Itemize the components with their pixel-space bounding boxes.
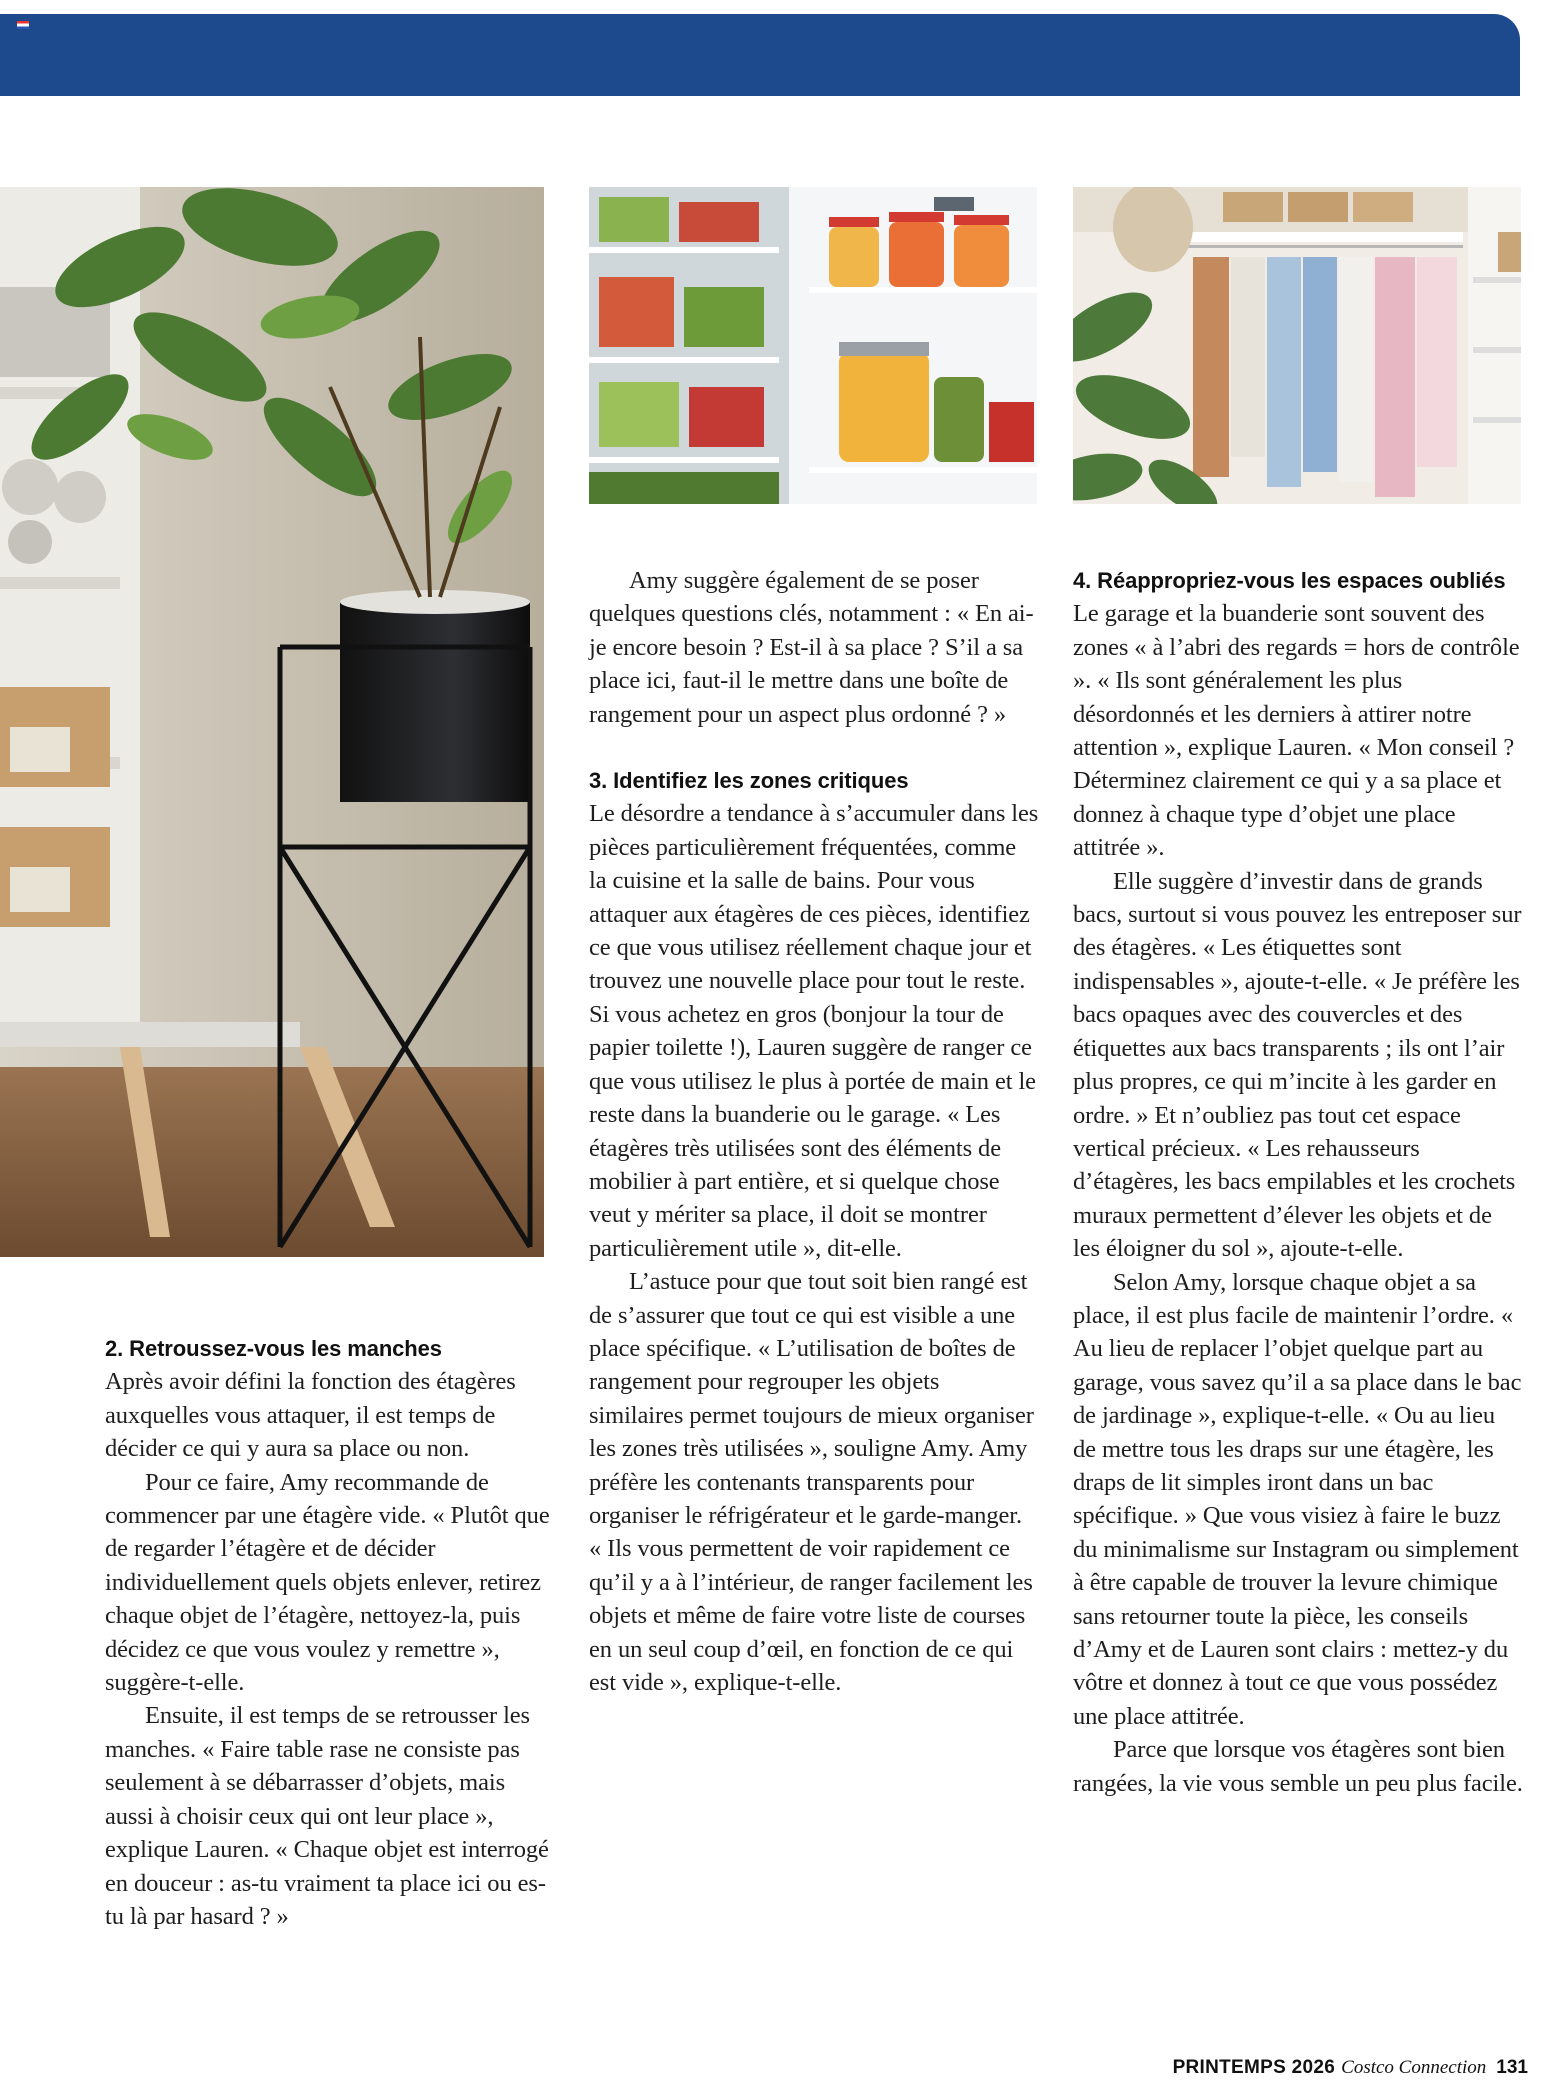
photo-fridge bbox=[589, 187, 1037, 504]
issue-season: PRINTEMPS 2026 bbox=[1172, 2057, 1336, 2078]
section-heading-2: 2. Retroussez-vous les manches bbox=[105, 1336, 442, 1361]
flag-icon bbox=[17, 21, 29, 29]
paragraph: Selon Amy, lorsque chaque objet a sa place, il est plus facile de maintenir l’ordre. « Au lieu de replacer l’objet quelque part au garage, vous savez qu’il a sa place dans le bac de jardinage », explique-t-elle. « Ou au lieu de mettre tous les draps sur une étagère, les draps de lit simples iront dans un bac spécifique. » Que vous visiez à faire le buzz du minimalisme sur Instagram ou simplement à être capable de trouver la levure chimique sans retourner toute la pièce, les conseils d’Amy et de Lauren sont clairs : mettez-y du vôtre et donnez à tout ce que vous possédez une place attitrée. bbox=[1073, 1268, 1522, 1730]
paragraph: Après avoir défini la fonction des étagères auxquelles vous attaquer, il est temps de décider ce qui y aura sa place ou non. bbox=[105, 1368, 516, 1463]
section-heading-4: 4. Réappropriez-vous les espaces oubliés bbox=[1073, 568, 1506, 593]
paragraph: Pour ce faire, Amy recommande de commencer par une étagère vide. « Plutôt que de regarder l’étagère et de décider individuellement quels objets enlever, retirez chaque objet de l’étagère, nettoyez-la, puis décidez ce que vous voulez y remettre », suggère-t-elle. bbox=[105, 1468, 550, 1697]
column-1 bbox=[105, 1332, 555, 1933]
section-heading-3: 3. Identifiez les zones critiques bbox=[589, 768, 909, 794]
photo-shelf-plant bbox=[0, 187, 544, 1257]
paragraph: Parce que lorsque vos étagères sont bien rangées, la vie vous semble un peu plus facile. bbox=[1073, 1736, 1523, 1797]
paragraph: Amy suggère également de se poser quelques questions clés, notamment : « En ai-je encore besoin ? Est-il à sa place ? S’il a sa place ici, faut-il le mettre dans une boîte de rangement pour un aspect plus ordonné ? » bbox=[589, 567, 1034, 728]
header-banner bbox=[0, 14, 1520, 96]
page-footer bbox=[1173, 2056, 1528, 2080]
paragraph: L’astuce pour que tout soit bien rangé est de s’assurer que tout ce qui est visible a une place spécifique. « L’utilisation de boîtes de rangement pour regrouper les objets similaires permet toujours de mieux organiser les zones très utilisées », souligne Amy. Amy préfère les contenants transparents pour organiser le réfrigérateur et le garde-manger. « Ils vous permettent de voir rapidement ce qu’il y a à l’intérieur, de ranger facilement les objets et même de faire votre liste de courses en un seul coup d’œil, en fonction de ce qui est vide », explique-t-elle. bbox=[589, 1268, 1034, 1696]
column-2 bbox=[589, 564, 1039, 1699]
paragraph: Elle suggère d’investir dans de grands bacs, surtout si vous pouvez les entreposer sur des étagères. « Les étiquettes sont indispensables », ajoute-t-elle. « Je préfère les bacs opaques avec des couvercles et des étiquettes aux bacs transparents ; ils ont l’air plus propres, ce qui m’incite à les garder en ordre. » Et n’oubliez pas tout cet espace vertical précieux. « Les rehausseurs d’étagères, les bacs empilables et les crochets muraux permettent d’élever les objets et de les éloigner du sol », ajoute-t-elle. bbox=[1073, 867, 1522, 1263]
magazine-name: Costco Connection bbox=[1341, 2057, 1487, 2078]
paragraph: Ensuite, il est temps de se retrousser les manches. « Faire table rase ne consiste pas seulement à se débarrasser d’objets, mais aussi à choisir ceux qui ont leur place », explique Lauren. « Chaque objet est interrogé en douceur : as-tu vraiment ta place ici ou es-tu là par hasard ? » bbox=[105, 1702, 549, 1930]
page-number: 131 bbox=[1496, 2057, 1528, 2078]
column-3 bbox=[1073, 564, 1523, 1800]
paragraph: Le désordre a tendance à s’accumuler dans les pièces particulièrement fréquentées, comme la cuisine et la salle de bains. Pour vous attaquer aux étagères de ces pièces, identifiez ce que vous utilisez réellement chaque jour et trouvez une nouvelle place pour tout le reste. Si vous achetez en gros (bonjour la tour de papier toilette !), Lauren suggère de ranger ce que vous utilisez le plus à portée de main et le reste dans la buanderie ou le garage. « Les étagères très utilisées sont des éléments de mobilier à part entière, et si quelque chose veut y mériter sa place, il doit se montrer particulièrement utile », dit-elle. bbox=[589, 800, 1039, 1262]
photo-closet bbox=[1073, 187, 1521, 504]
paragraph: Le garage et la buanderie sont souvent des zones « à l’abri des regards = hors de contrôle ». « Ils sont généralement les plus désordonnés et les derniers à attirer notre attention », explique Lauren. « Mon conseil ? Déterminez clairement ce qui y a sa place et donnez à chaque type d’objet une place attitrée ». bbox=[1073, 600, 1520, 862]
